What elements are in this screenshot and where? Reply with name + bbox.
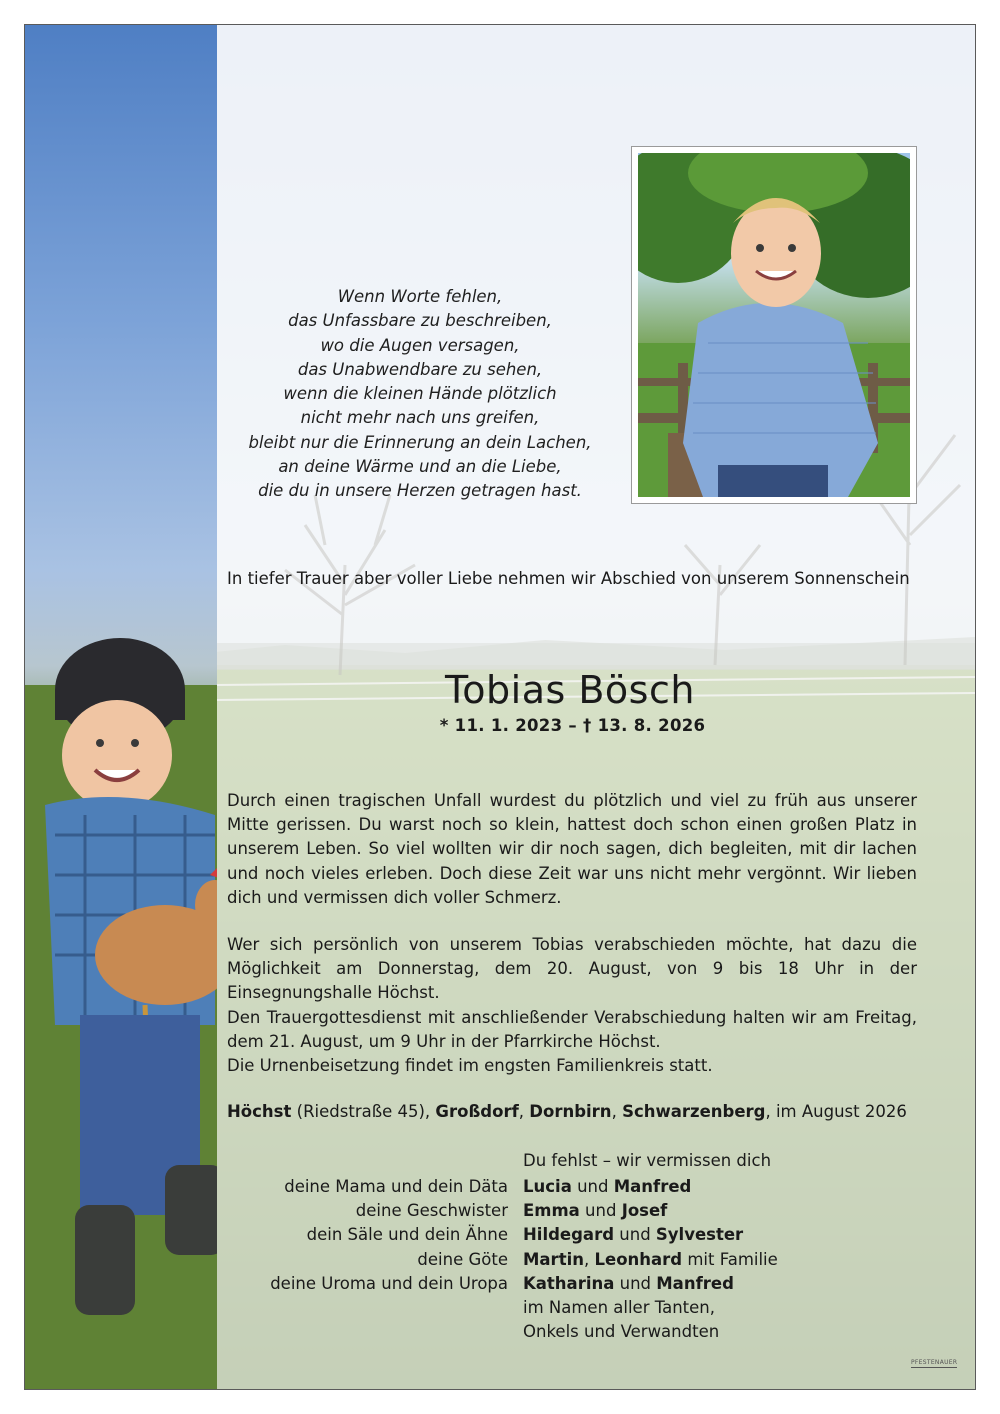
joiner: und [579,1201,622,1221]
poem [220,285,620,504]
separator: , [611,1102,623,1121]
family-row [523,1248,923,1272]
place-address: (Riedstraße 45), [291,1102,436,1121]
family-row [523,1199,923,1223]
family-member: Leonhard [594,1249,683,1269]
relation-label: deine Uroma und dein Uropa [270,1273,508,1293]
joiner: und [571,1177,614,1196]
suffix: mit Familie [682,1249,778,1269]
places-and-date [227,1102,927,1121]
joiner: und [614,1225,656,1245]
family-row [523,1223,923,1247]
funeral-home-signature: PFESTENAUER [911,1359,958,1366]
paragraph-funeral-info [227,933,917,1078]
joiner: und [614,1273,657,1293]
date-line: , im August 2026 [765,1102,907,1121]
deceased-name: Tobias Bösch [445,668,695,712]
family-member: Manfred [656,1273,734,1293]
family-member: Hildegard [523,1225,615,1245]
poem-line: wenn die kleinen Hände plötzlich [283,384,557,404]
closing-line: Onkels und Verwandten [523,1322,720,1342]
family-names [523,1175,923,1344]
paragraph-tribute: Durch einen tragischen Unfall wurdest du plötzlich und viel zu früh aus unserer Mitte gerissen. Du warst noch so klein, hattest doch schon einen großen Platz in unserem Leben. So viel wollten wir dir noch sagen, dich begleiten, mit dir lachen und noch vieles erleben. Doch diese Zeit war uns nicht mehr vergönnt. Wir lieben dich und vermissen dich voller Schmerz. [227,791,917,907]
family-member: Martin [523,1249,584,1269]
portrait-photo [638,153,910,497]
portrait-frame [631,146,917,504]
poem-line: bleibt nur die Erinnerung an dein Lachen, [248,432,592,452]
side-photo-strip [25,25,217,1389]
place-name: Höchst [227,1102,292,1121]
family-row [523,1272,923,1296]
family-row [523,1175,923,1199]
relation-label: deine Mama und dein Däta [284,1177,508,1196]
place-name: Großdorf [435,1102,519,1121]
intro-text: In tiefer Trauer aber voller Liebe nehmen wir Abschied von unserem Sonnenschein [227,569,910,588]
family-member: Lucia [523,1177,572,1196]
burial-info: Die Urnenbeisetzung findet im engsten Familienkreis statt. [227,1056,713,1076]
family-member: Sylvester [655,1225,744,1245]
family-member: Manfred [613,1177,692,1196]
family-member: Emma [523,1201,580,1221]
service-info: Den Trauergottesdienst mit anschließender Verabschiedung halten wir am Freitag, dem 21. August, um 9 Uhr in der Pfarrkirche Höchst. [227,1007,917,1051]
relation-label: deine Göte [417,1249,508,1269]
family-member: Katharina [523,1273,615,1293]
life-dates: * 11. 1. 2023 – † 13. 8. 2026 [439,716,706,735]
place-name: Dornbirn [529,1102,612,1121]
poem-line: die du in unsere Herzen getragen hast. [258,481,582,501]
closing-line: im Namen aller Tanten, [523,1298,715,1318]
poem-line: das Unabwendbare zu sehen, [297,359,543,379]
viewing-info: Wer sich persönlich von unserem Tobias verabschieden möchte, hat dazu die Möglichkeit am Donnerstag, dem 20. August, von 9 bis 18 Uhr in der Einsegnungshalle Höchst. [227,935,917,1003]
poem-line: das Unfassbare zu beschreiben, [288,311,552,331]
place-name: Schwarzenberg [622,1102,766,1121]
boy-portrait-drawing [638,153,910,497]
family-relations [200,1175,508,1296]
poem-line: wo die Augen versagen, [320,335,520,355]
poem-line: Wenn Worte fehlen, [337,287,503,306]
relation-label: deine Geschwister [355,1201,508,1221]
family-heading: Du fehlst – wir vermissen dich [523,1151,772,1170]
separator: , [518,1102,530,1121]
relation-label: dein Säle und dein Ähne [306,1225,508,1245]
family-member: Josef [621,1201,668,1221]
poem-line: nicht mehr nach uns greifen, [300,408,540,428]
joiner: , [583,1249,595,1269]
poem-line: an deine Wärme und an die Liebe, [278,457,562,477]
child-with-hen-photo [25,25,217,1389]
